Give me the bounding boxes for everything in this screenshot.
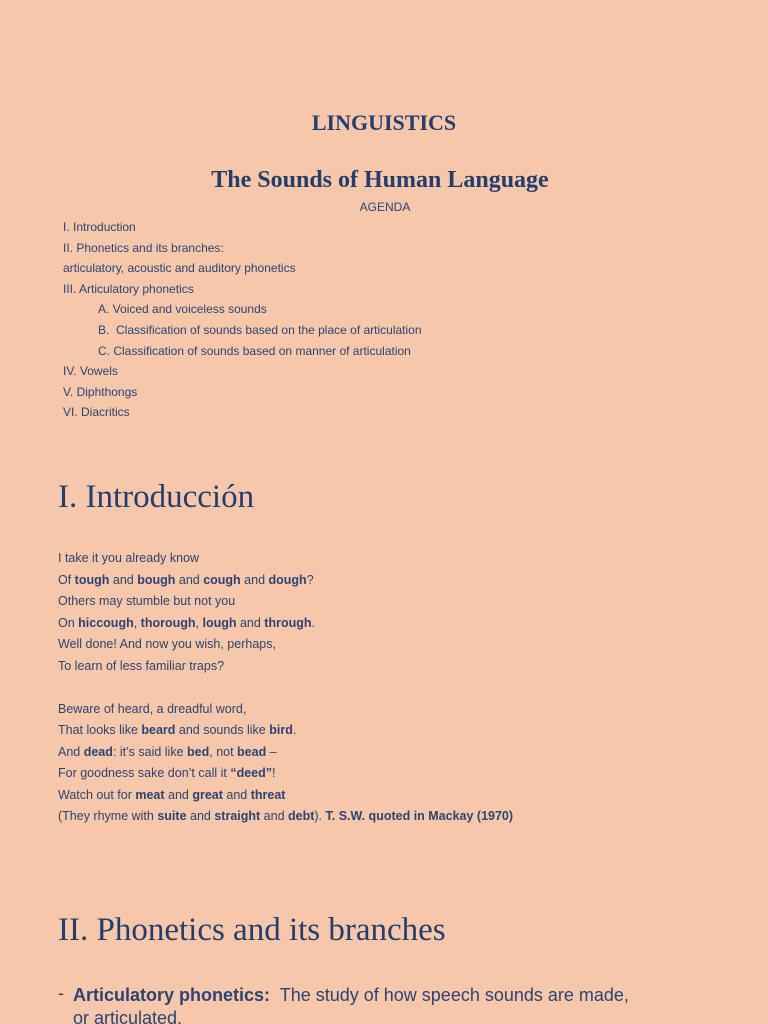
- section-heading-phonetics: II. Phonetics and its branches: [58, 912, 446, 948]
- agenda-item: C. Classification of sounds based on manner of articulation: [98, 343, 411, 358]
- poem-text: That looks like: [58, 723, 142, 737]
- poem-text: Well done! And now you wish, perhaps,: [58, 637, 276, 651]
- poem-text: .: [311, 615, 315, 630]
- poem-line: [58, 742, 758, 764]
- poem-text: Watch out for: [58, 787, 136, 802]
- poem-emphasis: suite: [157, 809, 187, 823]
- poem-emphasis: dead: [83, 744, 113, 759]
- agenda-item: V. Diphthongs: [63, 384, 138, 399]
- poem-text: and: [164, 787, 193, 802]
- poem-text: For goodness sake don’t call it: [58, 766, 231, 780]
- poem-text: and: [186, 809, 215, 823]
- poem-text: To learn of less familiar traps?: [58, 658, 225, 673]
- poem-text: .: [292, 723, 297, 737]
- poem-text: and: [236, 615, 265, 630]
- poem-text: and: [222, 787, 251, 802]
- section-heading-introduction: I. Introducción: [58, 479, 255, 515]
- poem-text: Beware of heard, a dreadful word,: [58, 701, 247, 716]
- bullet-item: [58, 984, 758, 1024]
- stanza-break: [58, 677, 758, 699]
- poem-text: ?: [306, 572, 314, 587]
- agenda-item: I. Introduction: [63, 220, 136, 234]
- poem-text: and: [109, 572, 138, 587]
- poem-text: (They rhyme with: [58, 809, 158, 823]
- poem-emphasis: debt: [288, 809, 315, 823]
- poem-emphasis: lough: [202, 615, 237, 630]
- poem-emphasis: great: [192, 787, 223, 802]
- poem-emphasis: “deed”: [230, 766, 273, 780]
- poem-emphasis: tough: [74, 572, 110, 587]
- poem-emphasis: bed: [187, 744, 210, 759]
- poem-emphasis: bough: [137, 572, 176, 587]
- poem-line: [58, 591, 758, 613]
- agenda-item: IV. Vowels: [63, 364, 118, 379]
- bullet-definition: The study of how speech sounds are made,: [279, 985, 629, 1005]
- poem-emphasis: beard: [141, 723, 176, 737]
- bullet-list: [58, 984, 758, 1024]
- poem-text: and sounds like: [175, 723, 270, 737]
- poem-emphasis: meat: [135, 787, 165, 802]
- poem-line: [58, 699, 758, 721]
- poem-emphasis: bead: [237, 744, 267, 759]
- poem-emphasis: cough: [203, 572, 241, 587]
- poem-line: [58, 806, 758, 828]
- poem-emphasis: dough: [268, 572, 307, 587]
- poem-line: [58, 656, 758, 678]
- poem-emphasis: threat: [250, 787, 286, 802]
- poem-text: and: [240, 572, 269, 587]
- document-title: LINGUISTICS: [311, 110, 457, 135]
- bullet-marker: -: [58, 983, 64, 1003]
- poem-text: Others may stumble but not you: [58, 594, 236, 608]
- bullet-line: [73, 984, 758, 1007]
- poem-text: Of: [58, 572, 75, 587]
- poem-emphasis: straight: [214, 809, 261, 823]
- poem-text: and: [260, 809, 288, 823]
- poem-line: [58, 785, 758, 807]
- poem-line: [58, 634, 758, 656]
- poem-emphasis: T. S.W. quoted in Mackay (1970): [325, 809, 514, 823]
- agenda-item: VI. Diacritics: [63, 405, 130, 420]
- poem-emphasis: through: [264, 615, 312, 630]
- bullet-term: Articulatory phonetics:: [73, 985, 271, 1005]
- poem-line: [58, 613, 758, 635]
- poem-text: ).: [314, 809, 326, 823]
- poem: [58, 548, 758, 828]
- poem-text: And: [58, 744, 84, 759]
- document-subtitle: The Sounds of Human Language: [211, 167, 549, 193]
- poem-text: –: [266, 744, 277, 759]
- agenda-item: III. Articulatory phonetics: [63, 281, 194, 296]
- agenda-item: articulatory, acoustic and auditory phonetics: [63, 261, 296, 276]
- agenda-item: II. Phonetics and its branches:: [63, 240, 224, 255]
- bullet-definition: or articulated.: [73, 1008, 183, 1024]
- poem-text: !: [272, 766, 276, 780]
- poem-line: [58, 570, 758, 592]
- poem-text: On: [58, 615, 79, 630]
- poem-emphasis: thorough: [140, 615, 196, 630]
- poem-emphasis: bird: [269, 723, 293, 737]
- poem-text: ,: [133, 615, 141, 630]
- bullet-line: [73, 1007, 758, 1024]
- poem-text: : it’s said like: [112, 744, 188, 759]
- poem-text: and: [175, 572, 204, 587]
- poem-line: [58, 763, 758, 785]
- poem-line: [58, 720, 758, 742]
- poem-text: , not: [209, 744, 238, 759]
- poem-text: I take it you already know: [58, 551, 200, 565]
- agenda-item: A. Voiced and voiceless sounds: [98, 302, 267, 317]
- poem-line: [58, 548, 758, 570]
- poem-text: ,: [195, 615, 203, 630]
- agenda-item: B. Classification of sounds based on the place of articulation: [98, 322, 422, 337]
- agenda-label: AGENDA: [359, 200, 411, 214]
- agenda-list: [63, 217, 753, 423]
- poem-emphasis: hiccough: [78, 615, 134, 630]
